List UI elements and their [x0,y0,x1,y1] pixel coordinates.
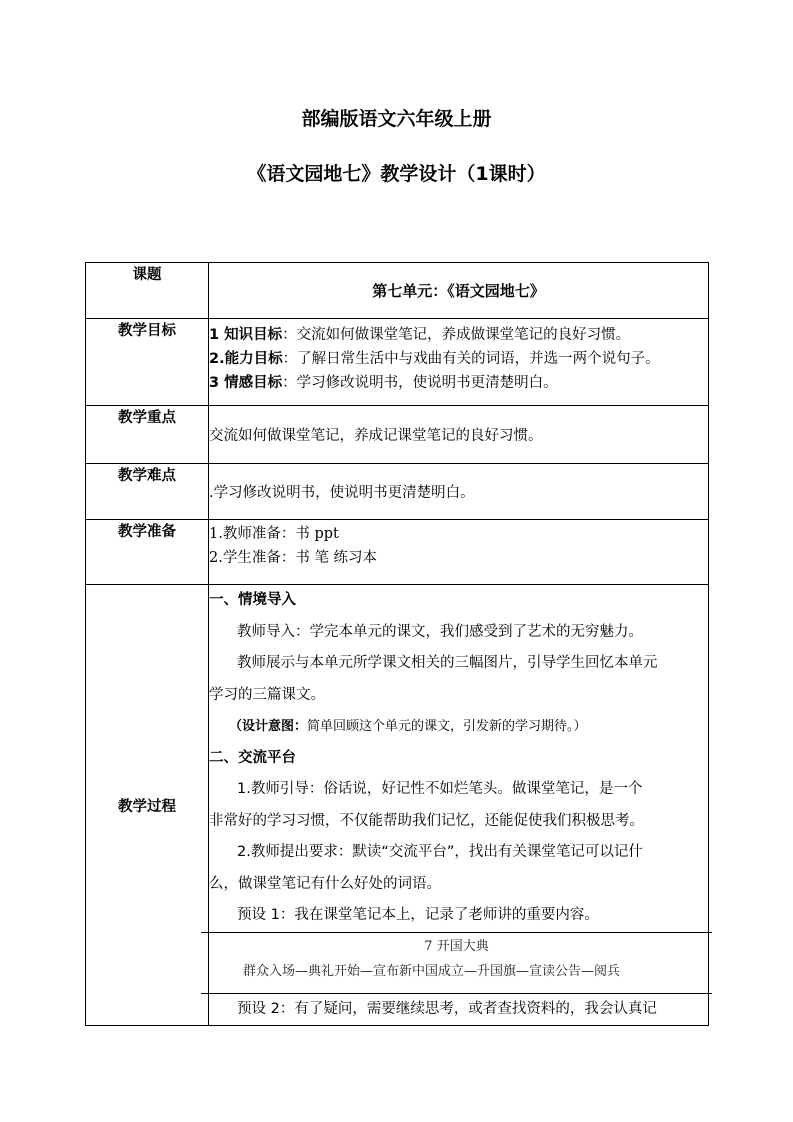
difficulties-label: 教学难点 [86,464,209,520]
topic-label: 课题 [86,263,209,319]
embedded-board-notes [201,932,712,994]
paragraph: 预设 2：有了疑问，需要继续思考，或者查找资料的，我会认真记 [237,1000,657,1017]
lesson-plan-table [85,262,709,1026]
goal-item: 2.能力目标：了解日常生活中与戏曲有关的词语，并选一两个说句子。 [209,351,660,367]
paragraph: 1.教师引导：俗话说，好记性不如烂笔头。做课堂笔记，是一个 [237,781,643,797]
prep-item: 1.教师准备：书 ppt [209,526,339,542]
table-row [86,263,709,319]
preparation-label: 教学准备 [86,520,209,585]
table-row [86,406,709,464]
process-label: 教学过程 [86,585,209,1026]
embedded-flow: 群众入场—典礼开始—宣布新中国成立—升国旗—宣读公告—阅兵 [243,963,621,979]
table-row [86,520,709,585]
section-heading: 一、情境导入 [209,592,296,608]
paragraph: 教师展示与本单元所学课文相关的三幅图片，引导学生回忆本单元 [237,655,658,671]
paragraph: 预设 1：我在课堂笔记本上，记录了老师讲的重要内容。 [237,907,599,923]
preparation-cell [209,520,709,585]
doc-title-line2: 《语文园地七》教学设计（1课时） [247,163,546,185]
paragraph: 2.教师提出要求：默读“交流平台”，找出有关课堂笔记可以记什 [237,844,643,860]
goal-item: 1 知识目标：交流如何做课堂笔记，养成做课堂笔记的良好习惯。 [209,327,631,343]
paragraph: 教师导入：学完本单元的课文，我们感受到了艺术的无穷魅力。 [237,623,643,640]
prep-item: 2.学生准备：书 笔 练习本 [209,550,378,566]
table-row [86,464,709,520]
goals-label: 教学目标 [86,319,209,406]
table-row [86,319,709,406]
key-points-label: 教学重点 [86,406,209,464]
embedded-lesson-title: 7 开国大典 [424,938,489,954]
goals-cell [209,319,709,406]
key-points-value: 交流如何做课堂笔记，养成记课堂笔记的良好习惯。 [209,406,709,464]
process-cell [209,585,709,1026]
section-heading: 二、交流平台 [209,749,296,766]
goal-item: 3 情感目标：学习修改说明书，使说明书更清楚明白。 [209,375,558,391]
doc-title-line1: 部编版语文六年级上册 [301,108,492,130]
difficulties-value: .学习修改说明书，使说明书更清楚明白。 [209,464,709,520]
paragraph: 么，做课堂笔记有什么好处的词语。 [209,875,441,892]
topic-value: 第七单元：《语文园地七》 [209,263,709,319]
table-row [86,585,709,1026]
paragraph: 非常好的学习习惯，不仅能帮助我们记忆，还能促使我们积极思考。 [209,812,644,829]
paragraph: 学习的三篇课文。 [209,686,325,703]
design-intent: （设计意图：简单回顾这个单元的课文，引发新的学习期待。） [229,719,587,734]
